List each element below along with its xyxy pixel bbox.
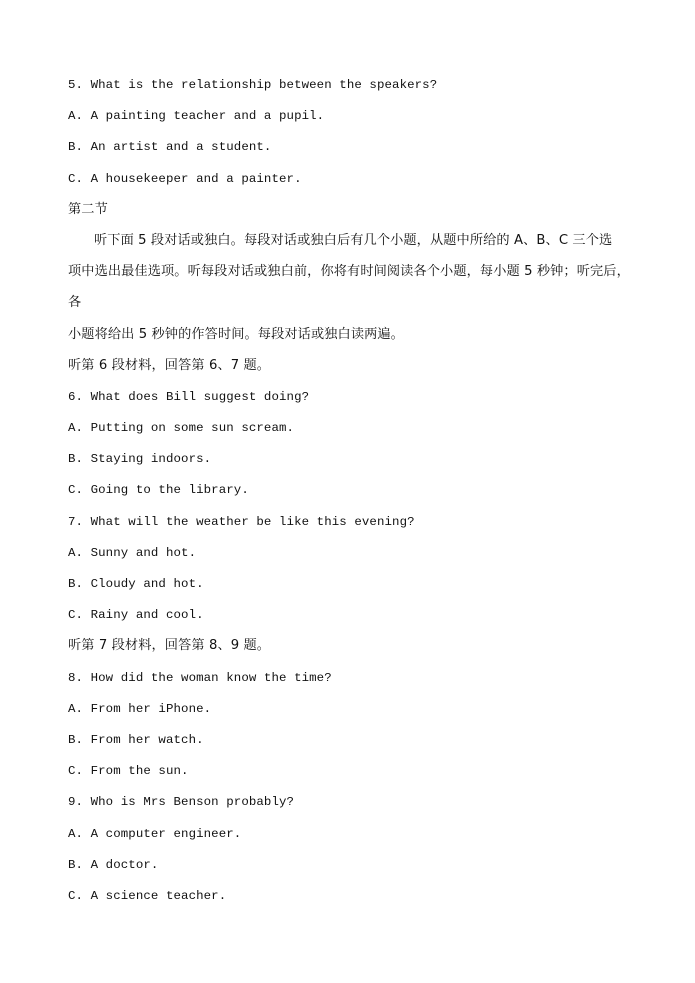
section-heading: 第二节 bbox=[68, 201, 108, 217]
question-9: 9. Who is Mrs Benson probably? bbox=[68, 795, 295, 810]
q8-option-c: C. From the sun. bbox=[68, 764, 189, 779]
q6-option-b: B. Staying indoors. bbox=[68, 452, 212, 467]
q8-option-b: B. From her watch. bbox=[68, 732, 204, 747]
q5-option-a: A. A painting teacher and a pupil. bbox=[68, 109, 325, 124]
document-content bbox=[68, 74, 648, 916]
passage-6-heading: 听第 6 段材料，回答第 6、7 题。 bbox=[68, 357, 271, 373]
instructions-line-4: 小题将给出 5 秒钟的作答时间。每段对话或独白读两遍。 bbox=[68, 326, 404, 342]
q7-option-a: A. Sunny and hot. bbox=[68, 545, 197, 560]
q8-option-a: A. From her iPhone. bbox=[68, 701, 212, 716]
q9-option-b: B. A doctor. bbox=[68, 857, 159, 872]
question-7: 7. What will the weather be like this evening? bbox=[68, 514, 415, 529]
instructions-line-3: 各 bbox=[68, 295, 82, 311]
question-6: 6. What does Bill suggest doing? bbox=[68, 389, 310, 404]
passage-7-heading: 听第 7 段材料，回答第 8、9 题。 bbox=[68, 638, 271, 654]
q6-option-a: A. Putting on some sun scream. bbox=[68, 421, 295, 436]
q5-option-b: B. An artist and a student. bbox=[68, 140, 272, 155]
question-5: 5. What is the relationship between the speakers? bbox=[68, 78, 438, 92]
question-8: 8. How did the woman know the time? bbox=[68, 670, 332, 685]
q7-option-c: C. Rainy and cool. bbox=[68, 608, 204, 623]
q9-option-c: C. A science teacher. bbox=[68, 888, 227, 903]
q9-option-a: A. A computer engineer. bbox=[68, 826, 242, 841]
instructions-line-2: 项中选出最佳选项。听每段对话或独白前，你将有时间阅读各个小题，每小题 5 秒钟；听完后， bbox=[68, 264, 630, 280]
q5-option-c: C. A housekeeper and a painter. bbox=[68, 171, 302, 186]
q7-option-b: B. Cloudy and hot. bbox=[68, 577, 204, 591]
instructions-line-1: 听下面 5 段对话或独白。每段对话或独白后有几个小题，从题中所给的 A、B、C 三个选 bbox=[94, 232, 613, 248]
q6-option-c: C. Going to the library. bbox=[68, 483, 249, 498]
